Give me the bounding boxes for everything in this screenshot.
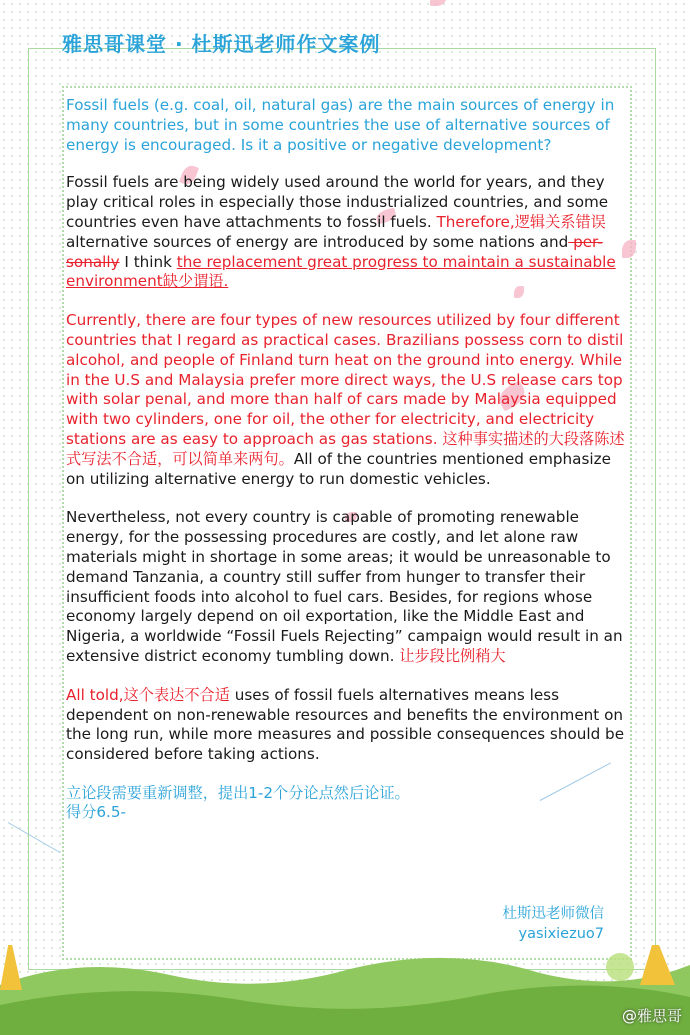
petal-decoration <box>430 0 446 6</box>
underlined-error: the replacement great progress to maintain a sustainable environment缺少谓语. <box>66 252 616 291</box>
teacher-comment: 让步段比例稍大 <box>394 646 506 665</box>
highlighted-text-with-comment: Currently, there are four types of new resources utilized by four different countries that I regard as practical cases. Brazilians possess corn to distil alcohol, and people of Finland turn heat on the ground into energy. While in the U.S and Malaysia prefer more direct ways, the U.S release cars top with solar penal, and more than half of cars made by Malaysia equipped with two cylinders, one for oil, the other for electricity, and electricity stations are as easy to approach as gas stations. 这种事实描述的大段落陈述式写法不合适，可以简单来两句。 <box>66 311 625 468</box>
wechat-contact <box>503 904 605 944</box>
summary-comment: 立论段需要重新调整，提出1-2个分论点然后论证。 <box>66 783 410 802</box>
para3-text: Nevertheless, not every country is capable of promoting renewable energy, for the possessing procedures are costly, and let alone raw materials might in shortage in some areas; it would be unreasonable to demand Tanzania, a country still suffer from hunger to transfer their insufficient foods into alcohol to fuel cars. Besides, for regions whose economy largely depend on oil exportation, like the Middle East and Nigeria, a worldwide “Fossil Fuels Rejecting” campaign would result in an extensive district economy tumbling down. <box>66 508 623 665</box>
page-title: 雅思哥课堂 · 杜斯迅老师作文案例 <box>62 32 381 56</box>
essay-question: Fossil fuels (e.g. coal, oil, natural gas) are the main sources of energy in many countries, but in some countries the use of alternative sources of energy is encouraged. Is it a positive or negative development? <box>66 96 615 154</box>
para4-text: uses of fossil fuels alternatives means less dependent on non-renewable resources and benefits the environment on the long run, while more measures and possible consequences should be considered before taking actions. <box>66 685 625 764</box>
paragraph-conclusion <box>66 686 626 765</box>
para1-text: Fossil fuels are being widely used around the world for years, and they play critical roles in especially those industrialized countries, and some countries even have attachments to fossil fuels. <box>66 173 609 231</box>
wechat-label: 杜斯迅老师微信 <box>502 906 604 922</box>
paragraph-concession <box>66 508 626 666</box>
para2-text: All of the countries mentioned emphasize on utilizing alternative energy to run domestic vehicles. <box>66 449 611 488</box>
grass-illustration <box>0 945 690 1035</box>
teacher-summary <box>66 784 626 822</box>
teacher-comment: All told,这个表达不合适 <box>66 685 230 704</box>
teacher-comment: Therefore,逻辑关系错误 <box>431 212 606 231</box>
wechat-id: yasixiezuo7 <box>518 926 604 942</box>
para1-text: alternative sources of energy are introduced by some nations and <box>66 232 569 251</box>
struck-text: per-sonally <box>66 232 603 271</box>
paragraph-introduction <box>66 173 626 292</box>
para1-text: I think <box>119 252 177 271</box>
weibo-watermark: @雅思哥 <box>621 1007 682 1025</box>
score: 得分6.5- <box>66 802 127 821</box>
essay-content <box>66 96 626 822</box>
paragraph-examples <box>66 311 626 489</box>
